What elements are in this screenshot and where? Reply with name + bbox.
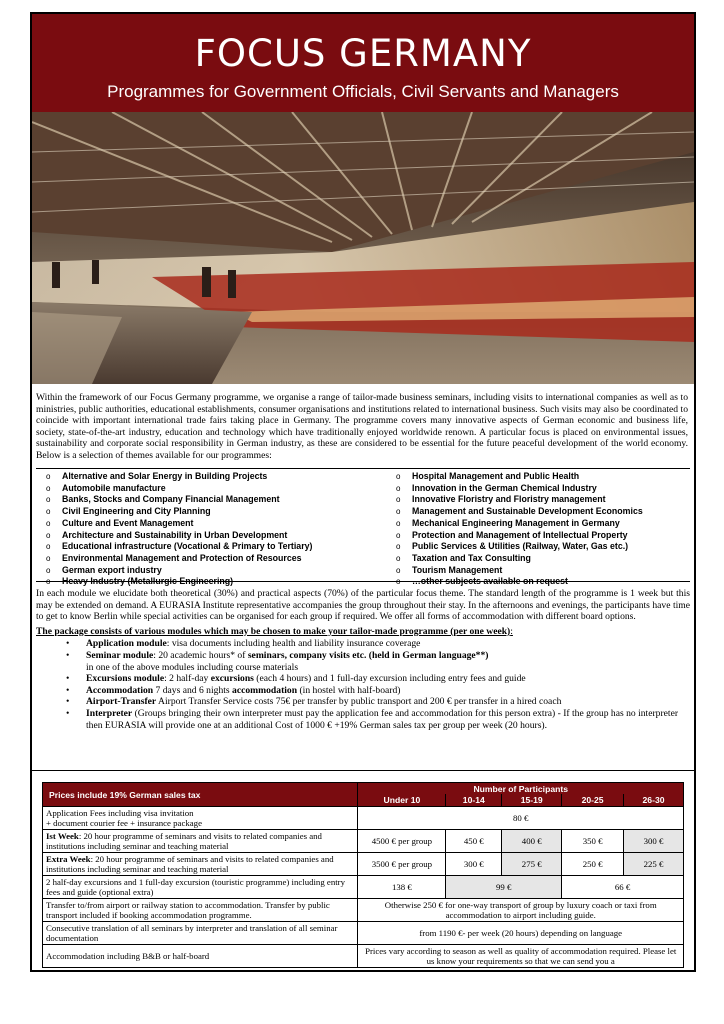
theme-item: [396, 576, 696, 588]
module-item: [66, 650, 690, 673]
theme-label: Public Services & Utilities (Railway, Water, Gas etc.): [412, 541, 629, 552]
theme-item: [396, 541, 696, 553]
table-row: [43, 922, 684, 945]
module-item: [66, 685, 690, 697]
theme-label: Management and Sustainable Development Economics: [412, 506, 643, 517]
bullet-icon: o: [396, 530, 401, 540]
row-value-span: from 1190 €- per week (20 hours) depending on language: [358, 922, 684, 945]
theme-item: [46, 518, 356, 530]
intro-paragraph: Within the framework of our Focus Germany programme, we organise a range of tailor-made business seminars, including visits to international companies as well as to ministries, public authorities, educational establishments, consumer organisations and institutions related to international business. Such visits may also be coordinated to coincide with important international trade fairs taking place in Germany. The programme covers many innovative aspects of German economic and business life, society, state-of-the-art industry, education and technology which have traditionally enjoyed worldwide renown. A particular focus is placed on environmental issues, sustainability and corporate social responsibility in German industry, as these are considered to be essential for the future peaceful development of the world economy. Below is a selection of themes available for our programmes:: [36, 392, 688, 461]
bullet-icon: o: [396, 565, 401, 575]
theme-label: Taxation and Tax Consulting: [412, 552, 531, 563]
theme-item: [396, 494, 696, 506]
bullet-icon: o: [46, 542, 51, 552]
bullet-icon: o: [396, 472, 401, 481]
price-table: [42, 782, 684, 968]
theme-item: [46, 471, 356, 483]
row-value: 300 €: [624, 830, 684, 853]
row-label-text: Accommodation including B&B or half-board: [46, 951, 210, 961]
theme-item: [46, 506, 356, 518]
theme-item: [46, 565, 356, 577]
table-row: [43, 807, 684, 830]
theme-label: Civil Engineering and City Planning: [62, 506, 211, 517]
theme-label: Culture and Event Management: [62, 517, 194, 528]
row-value: 300 €: [446, 853, 502, 876]
page-subtitle: Programmes for Government Officials, Civil Servants and Managers: [107, 82, 619, 101]
bullet-icon: o: [46, 577, 51, 587]
bullet-dot-icon: •: [66, 684, 70, 696]
participants-column-header: 20-25: [562, 794, 624, 807]
module-text: 7 days and 6 nights: [153, 684, 233, 696]
module-text-bold: seminars, company visits etc. (held in German language**): [247, 649, 489, 661]
row-value: 350 €: [562, 830, 624, 853]
row-label-text: : 20 hour programme of seminars and visits to related companies and institutions including seminar and teaching material: [46, 831, 322, 851]
theme-item: [396, 530, 696, 542]
row-label: [43, 807, 358, 830]
row-label: [43, 853, 358, 876]
table-row: [43, 853, 684, 876]
row-value: 225 €: [624, 853, 684, 876]
bullet-icon: o: [46, 518, 51, 528]
row-value: 450 €: [446, 830, 502, 853]
bullet-icon: o: [46, 553, 51, 563]
participants-column-header: 15-19: [502, 794, 562, 807]
bullet-dot-icon: •: [66, 638, 70, 650]
theme-label: Protection and Management of Intellectual Property: [412, 529, 628, 540]
theme-label: Heavy Industry (Metallurgic Engineering): [62, 576, 234, 587]
row-value-group: 66 €: [562, 876, 684, 899]
modules-intro: In each module we elucidate both theoretical (30%) and practical aspects (70%) of the particular focus theme. The standard length of the programme is 1 week but this may be extended on demand. A EURASIA Institute representative accompanies the group throughout their stay. In the afternoons and evenings, the participants have time to get to know Berlin while special activities can be organised for each group if required. We offer all forms of accommodation with different board options.: [36, 588, 690, 623]
theme-item: [396, 518, 696, 530]
row-label-text: 2 half-day excursions and 1 full-day excursion (touristic programme) including entry fees and guide (optional extra): [46, 877, 346, 897]
module-item: [66, 708, 690, 731]
table-row: [43, 876, 684, 899]
header-banner: [32, 14, 694, 112]
theme-label: Mechanical Engineering Management in Germany: [412, 517, 620, 528]
theme-label: Automobile manufacture: [62, 482, 166, 493]
theme-label: …other subjects available on request: [412, 576, 568, 587]
row-label-text: Transfer to/from airport or railway station to accommodation. Transfer by public transport included if booking accommodation programme.: [46, 900, 330, 920]
module-label: Interpreter: [86, 707, 133, 719]
participants-column-header: 26-30: [624, 794, 684, 807]
row-value: 275 €: [502, 853, 562, 876]
theme-label: Tourism Management: [412, 564, 503, 575]
row-label: [43, 830, 358, 853]
row-value-span: Otherwise 250 € for one-way transport of group by luxury coach or taxi from accommodation to airport including guide.: [358, 899, 684, 922]
participants-header: Number of Participants: [358, 783, 684, 795]
modules-section: [36, 588, 690, 731]
row-label-text: : 20 hour programme of seminars and visits to related companies and institutions including seminar and teaching material: [46, 854, 334, 874]
module-text: Airport Transfer Service costs 75€ per transfer by public transport and 200 € per transfer in a hired coach: [156, 696, 562, 708]
row-label-bold: Ist Week: [46, 831, 79, 841]
theme-label: Alternative and Solar Energy in Building Projects: [62, 471, 268, 481]
module-text-bold: accommodation: [232, 684, 298, 696]
row-label-bold: Extra Week: [46, 854, 91, 864]
price-table-header-left: Prices include 19% German sales tax: [43, 783, 358, 807]
module-text: : 2 half-day: [164, 673, 211, 685]
row-label: [43, 899, 358, 922]
module-item: [66, 638, 690, 650]
section-divider: [32, 770, 694, 771]
theme-label: Environmental Management and Protection of Resources: [62, 552, 302, 563]
bullet-dot-icon: •: [66, 673, 70, 685]
participants-column-header: Under 10: [358, 794, 446, 807]
module-text: : visa documents including health and liability insurance coverage: [166, 638, 421, 650]
bullet-icon: o: [396, 518, 401, 528]
package-heading: [36, 626, 690, 638]
theme-item: [396, 483, 696, 495]
module-extra: in one of the above modules including course materials: [86, 661, 299, 673]
module-item: [66, 673, 690, 685]
theme-label: Educational infrastructure (Vocational & Primary to Tertiary): [62, 541, 313, 552]
module-label: Airport-Transfer: [86, 696, 157, 708]
theme-item: [396, 565, 696, 577]
bullet-icon: o: [46, 483, 51, 493]
bullet-icon: o: [46, 565, 51, 575]
row-label: [43, 922, 358, 945]
module-label: Accommodation: [86, 684, 154, 696]
bullet-icon: o: [396, 483, 401, 493]
theme-item: [46, 553, 356, 565]
train-station-photo: [32, 112, 694, 384]
page-title: FOCUS GERMANY: [194, 32, 532, 75]
modules-list: [66, 638, 690, 731]
row-label: [43, 876, 358, 899]
themes-left-column: [46, 471, 356, 588]
row-label-text: Application Fees including visa invitation + document courier fee + insurance package: [46, 808, 202, 828]
table-row: [43, 830, 684, 853]
theme-label: Innovative Floristry and Floristry management: [412, 494, 606, 505]
bullet-icon: o: [396, 507, 401, 517]
theme-label: Architecture and Sustainability in Urban Development: [62, 529, 288, 540]
row-value: 4500 € per group: [358, 830, 446, 853]
bullet-icon: o: [396, 577, 401, 587]
row-value: 250 €: [562, 853, 624, 876]
module-text-2: (each 4 hours) and 1 full-day excursion including entry fees and guide: [253, 673, 526, 685]
module-item: [66, 696, 690, 708]
theme-item: [396, 553, 696, 565]
module-text-bold: excursions: [210, 673, 254, 685]
bullet-icon: o: [46, 530, 51, 540]
row-value: 3500 € per group: [358, 853, 446, 876]
theme-item: [396, 506, 696, 518]
module-text-2: (in hostel with half-board): [297, 684, 401, 696]
table-row: [43, 945, 684, 968]
theme-item: [46, 541, 356, 553]
brochure-frame: [30, 12, 696, 972]
themes-list: [36, 468, 690, 587]
bullet-icon: o: [396, 542, 401, 552]
row-value-span: Prices vary according to season as well as quality of accommodation required. Please let us know your requirements so that we can send you a: [358, 945, 684, 968]
bullet-dot-icon: •: [66, 707, 70, 719]
theme-item: [46, 576, 356, 588]
module-text: : 20 academic hours* of: [153, 649, 248, 661]
table-row: [43, 899, 684, 922]
bullet-icon: o: [396, 495, 401, 505]
theme-label: Hospital Management and Public Health: [412, 471, 580, 481]
module-text: (Groups bringing their own interpreter must pay the application fee and accommodation for this person extra) - If the group has no interpreter then EURASIA will provide one at an additional Cost of 1000 € +19% German sales tax per group per week (20 hours).: [86, 707, 679, 731]
theme-label: Innovation in the German Chemical Industry: [412, 482, 597, 493]
module-label: Excursions module: [86, 673, 165, 685]
participants-column-header: 10-14: [446, 794, 502, 807]
theme-item: [46, 494, 356, 506]
bullet-dot-icon: •: [66, 649, 70, 661]
module-label: Application module: [86, 638, 167, 650]
row-value-group: 138 €: [358, 876, 446, 899]
row-value-group: 99 €: [446, 876, 562, 899]
row-label-text: Consecutive translation of all seminars by interpreter and translation of all seminar documentation: [46, 923, 338, 943]
bullet-dot-icon: •: [66, 696, 70, 708]
theme-item: [46, 530, 356, 542]
row-label: [43, 945, 358, 968]
theme-item: [46, 483, 356, 495]
bullet-icon: o: [46, 472, 51, 481]
module-label: Seminar module: [86, 649, 154, 661]
row-value: 400 €: [502, 830, 562, 853]
bullet-icon: o: [46, 495, 51, 505]
package-heading-text: The package consists of various modules which may be chosen to make your tailor-made programme (per one week): [36, 625, 511, 637]
theme-label: German export industry: [62, 564, 162, 575]
theme-label: Banks, Stocks and Company Financial Management: [62, 494, 280, 505]
package-heading-colon: :: [510, 625, 513, 637]
bullet-icon: o: [396, 553, 401, 563]
themes-right-column: [396, 471, 696, 588]
theme-item: [396, 471, 696, 483]
bullet-icon: o: [46, 507, 51, 517]
row-value-span: 80 €: [358, 807, 684, 830]
